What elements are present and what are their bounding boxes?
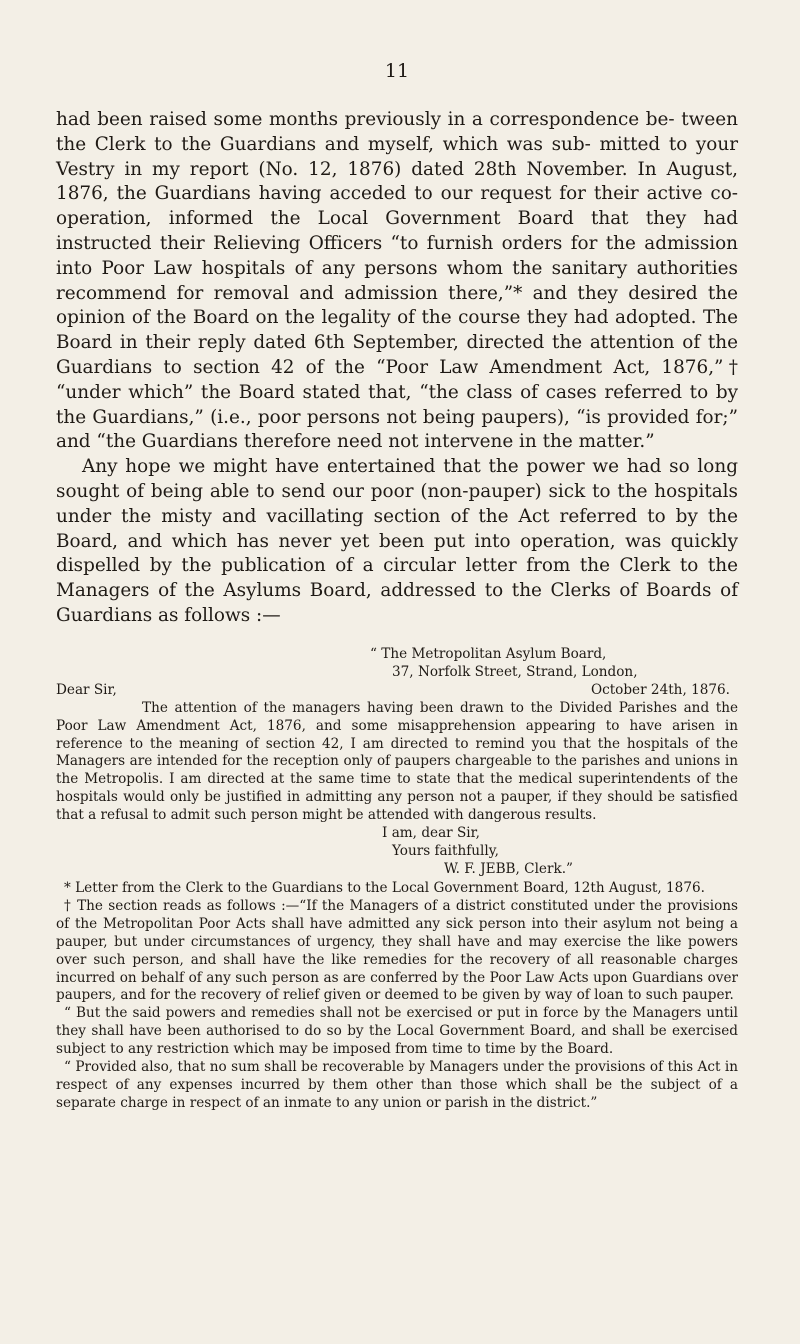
- footnote-3: “ But the said powers and remedies shall not be exercised or put in force by the Managers until they shall have been authorised to do so by the Local Government Board, and shall be exercised subject to any restriction which may be imposed from time to time by the Board.: [56, 1005, 738, 1058]
- letter-address-line-1: “ The Metropolitan Asylum Board,: [370, 646, 607, 662]
- letter-closing-2: Yours faithfully,: [392, 842, 499, 859]
- letter-header-row: [56, 682, 738, 700]
- paragraph-2: Any hope we might have entertained that the power we had so long sought of being able to send our poor (non-pauper) sick to the hospitals under the misty and vacillating section of the Act referred to by the Board, and which has never yet been put into operation, was quickly dispelled by the publication of a circular letter from the Clerk to the Managers of the Asylums Board, addressed to the Clerks of Boards of Guardians as follows :—: [56, 456, 738, 626]
- letter-body: The attention of the managers having been drawn to the Divided Parishes and the Poor Law Amendment Act, 1876, and some misapprehension appearing to have arisen in reference to the meaning of section 42, I am directed to remind you that the hospitals of the Managers are intended for the reception only of paupers chargeable to the parishes and unions in the Metropolis. I am directed at the same time to state that the medical superintendents of the hospitals would only be justified in admitting any person not a pauper, if they should be satisfied that a refusal to admit such person might be attended with dangerous results.: [56, 699, 738, 824]
- letter-signature: W. F. JEBB, Clerk.”: [444, 860, 573, 877]
- footnote-1: * Letter from the Clerk to the Guardians to the Local Government Board, 12th August, 1876.: [64, 880, 705, 896]
- footnotes: [56, 880, 738, 1113]
- letter-closing-1: I am, dear Sir,: [382, 825, 480, 842]
- footnote-2: † The section reads as follows :—“If the Managers of a district constituted under the provisions of the Metropolitan Poor Acts shall have admitted any sick person into their asylum not being a pauper, but under circumstances of urgency, they shall have and may exercise the like powers over such person, and shall have the like remedies for the recovery of all reasonable charges incurred on behalf of any such person as are conferred by the Poor Law Acts upon Guardians over paupers, and for the recovery of relief given or deemed to be given by way of loan to such pauper.: [56, 897, 738, 1004]
- quoted-letter: [56, 646, 738, 879]
- letter-address-line-2: 37, Norfolk Street, Strand, London,: [392, 663, 638, 680]
- main-text: [56, 108, 738, 629]
- letter-date: October 24th, 1876.: [590, 681, 730, 698]
- footnote-4: “ Provided also, that no sum shall be recoverable by Managers under the provisions of this Act in respect of any expenses incurred by them other than those which shall be the subject of a separate charge in respect of an inmate to any union or parish in the district.”: [56, 1059, 738, 1111]
- letter-address: [358, 646, 738, 682]
- letter-salutation: Dear Sir,: [56, 681, 117, 698]
- paragraph-1: had been raised some months previously in a correspondence be- tween the Clerk to the Guardians and myself, which was sub- mitted to your Vestry in my report (No. 12, 1876) dated 28th November. In August, 1876, the Guardians having acceded to our request for their active co-operation, informed the Local Government Board that they had instructed their Relieving Officers “to furnish orders for the admission into Poor Law hospitals of any persons whom the sanitary authorities recommend for removal and admission there,”* and they desired the opinion of the Board on the legality of the course they had adopted. The Board in their reply dated 6th September, directed the attention of the Guardians to section 42 of the “Poor Law Amendment Act, 1876,”† “under which” the Board stated that, “the class of cases referred to by the Guardians,” (i.e., poor persons not being paupers), “is provided for;” and “the Guardians therefore need not intervene in the matter.”: [56, 109, 738, 453]
- page-number: 11: [384, 60, 410, 82]
